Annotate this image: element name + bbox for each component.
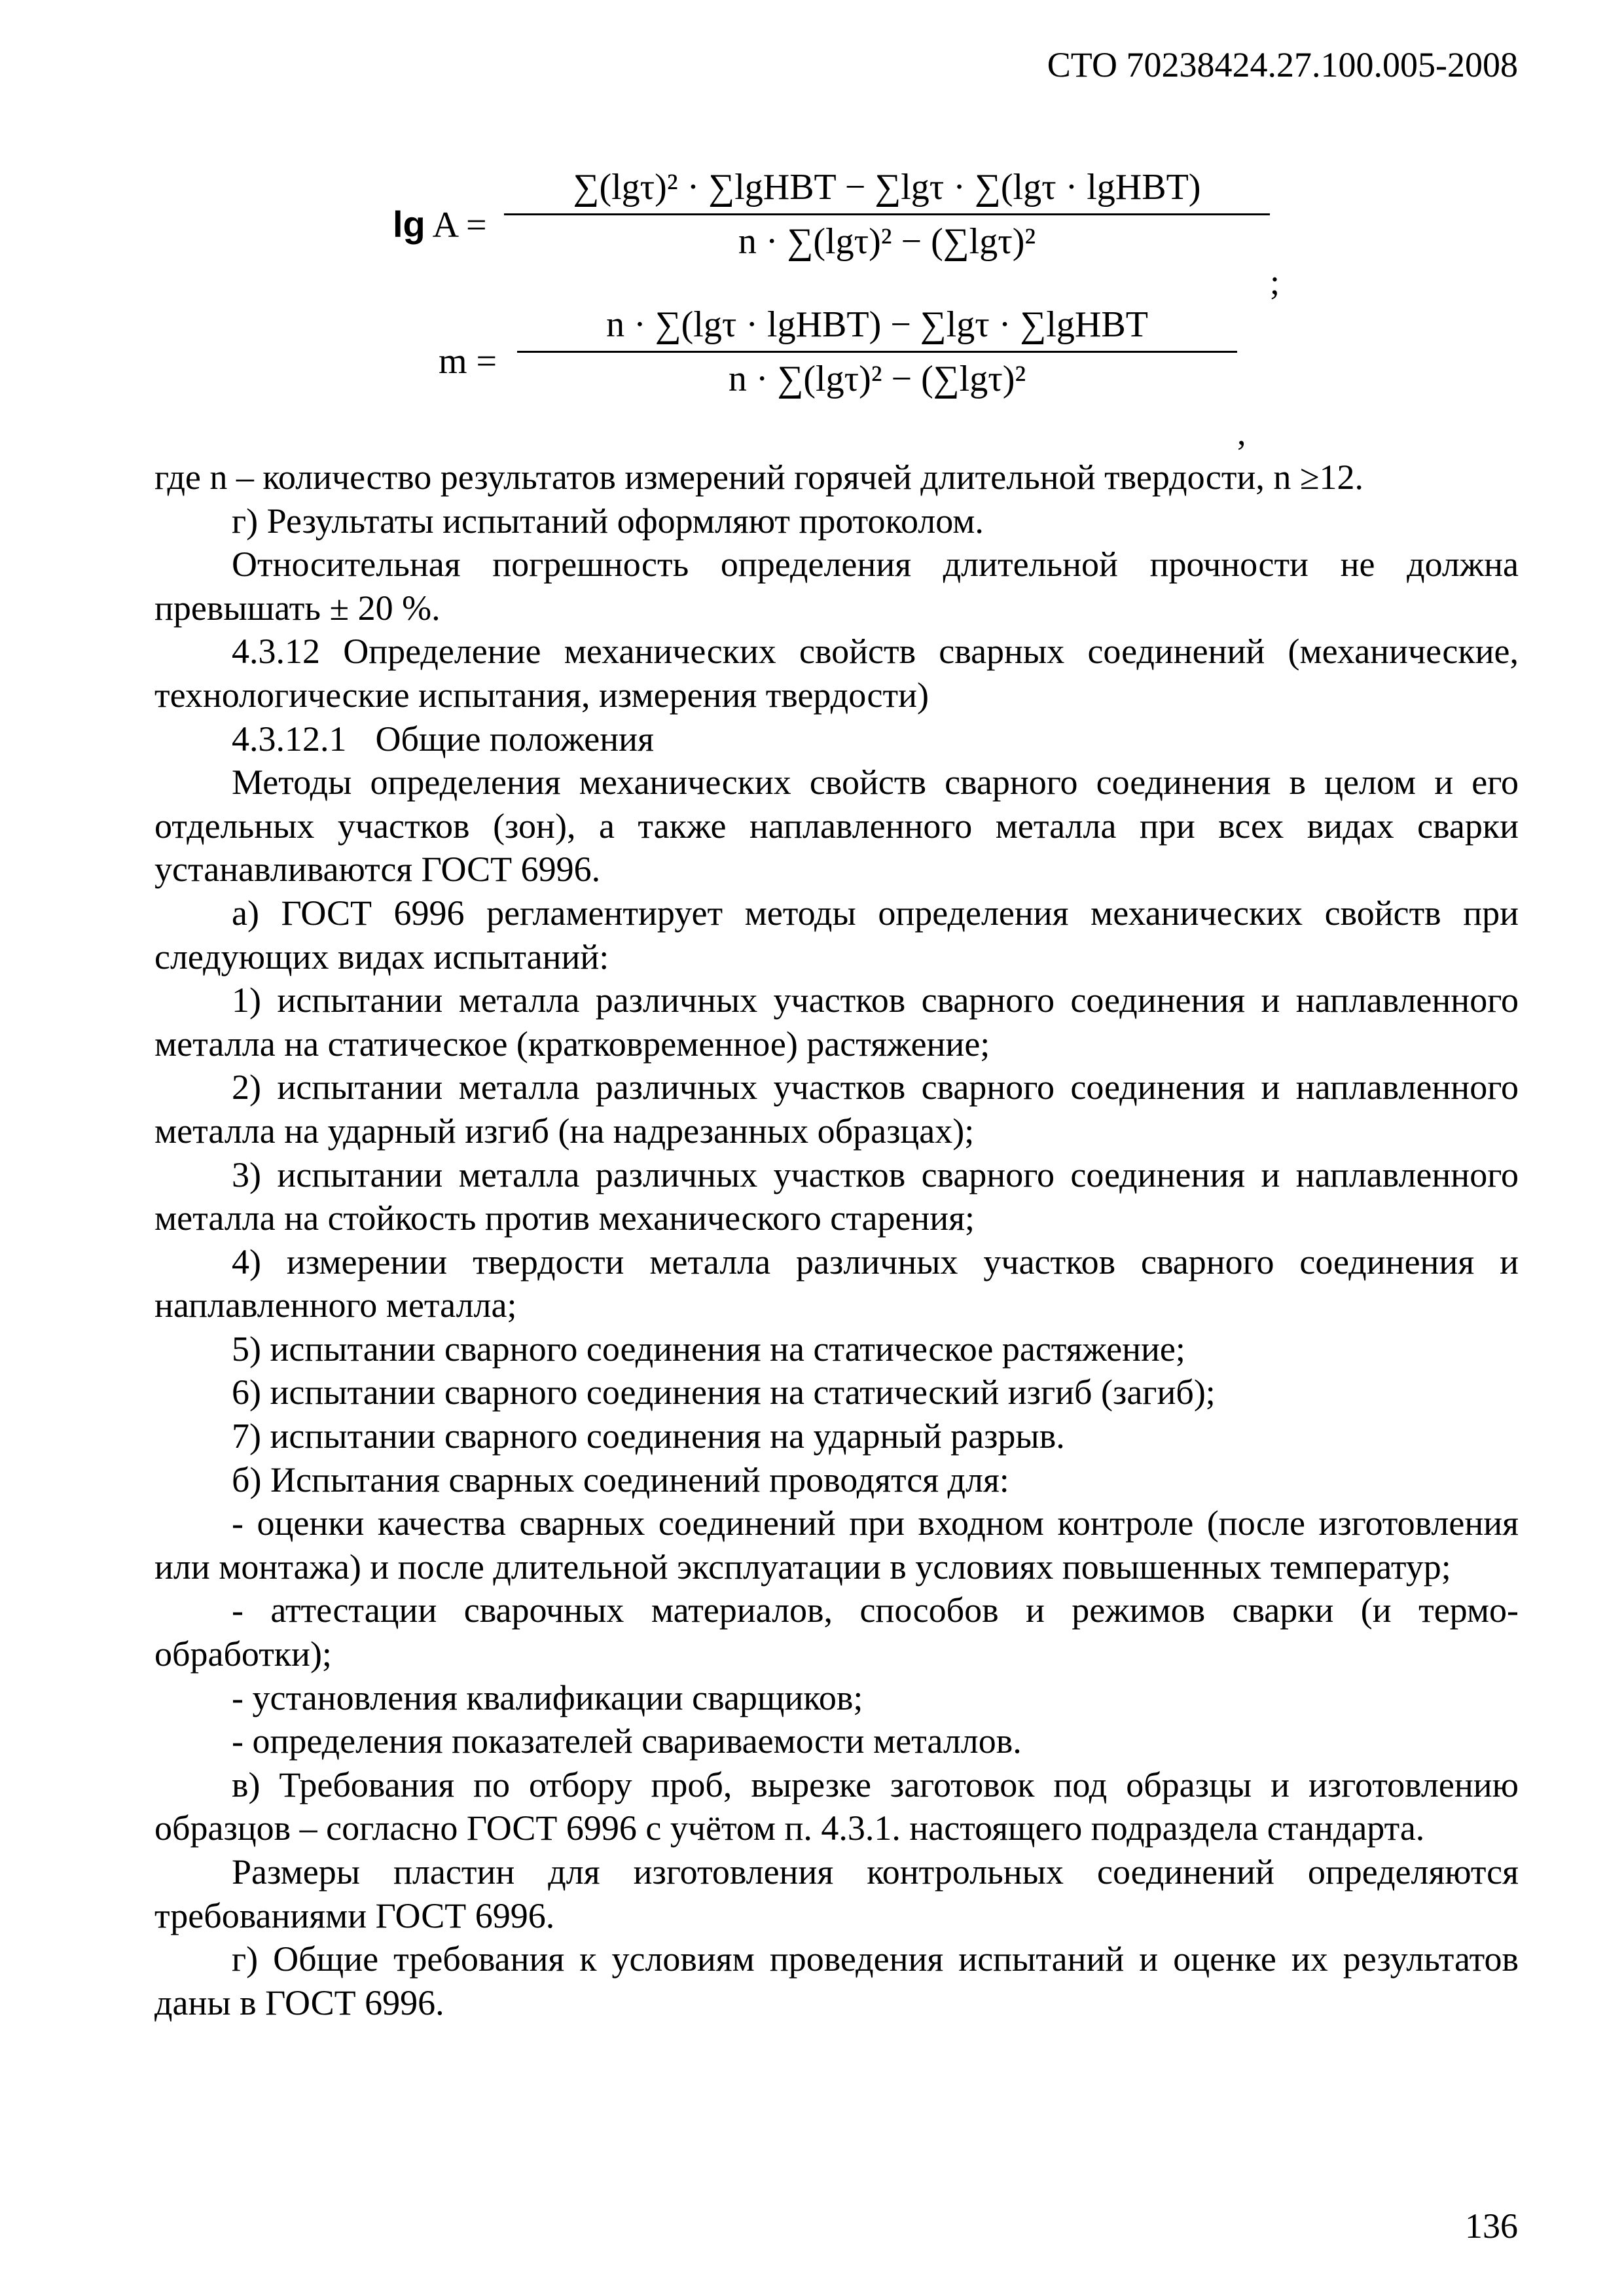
paragraph-g-result: г) Результаты испытаний оформляют протоколом. [232, 501, 984, 541]
section-heading-4-3-12: 4.3.12 Определение механических свойств сварных соединений (механические, технологические испытания, измерения твердости) [154, 632, 1519, 715]
list-item-a4: 4) измерении твердости металла различных участков сварного соединения и наплавленного металла; [154, 1242, 1519, 1325]
list-item-v: в) Требования по отбору проб, вырезке заготовок под образцы и изготовлению образцов – согласно ГОСТ 6996 с учётом п. 4.3.1. настоящего подраздела стандарта. [154, 1765, 1519, 1848]
formula-lg-a-fraction [504, 164, 1270, 265]
formula-lg-a-denominator: n · ∑(lgτ)² − (∑lgτ)² [738, 221, 1036, 262]
list-item-b4: - определения показателей свариваемости металлов. [232, 1721, 1022, 1761]
list-item-a1: 1) испытании металла различных участков сварного соединения и наплавленного металла на статическое (кратковременное) растяжение; [154, 980, 1519, 1064]
paragraph-plates: Размеры пластин для изготовления контрольных соединений определяются требованиями ГОСТ 6996. [154, 1852, 1519, 1935]
formula-lg-a-semicolon: ; [1270, 262, 1280, 302]
fraction-bar [517, 351, 1237, 353]
body-text [154, 456, 1519, 2024]
list-item-b2: - аттестации сварочных материалов, способов и режимов сварки (и термообработки); [154, 1590, 1519, 1674]
paragraph-relative-error: Относительная погрешность определения длительной прочности не должна превышать ± 20 %. [154, 545, 1519, 628]
list-item-b1: - оценки качества сварных соединений при входном контроле (после изготовления или монтажа) и после длительной эксплуатации в условиях повышенных температур; [154, 1503, 1519, 1587]
paragraph-methods: Методы определения механических свойств сварного соединения в целом и его отдельных участков (зон), а также наплавленного металла при всех видах сварки устанавливаются ГОСТ 6996. [154, 762, 1519, 889]
list-item-a6: 6) испытании сварного соединения на статический изгиб (загиб); [232, 1372, 1216, 1412]
list-item-a5: 5) испытании сварного соединения на статическое растяжение; [232, 1329, 1185, 1369]
document-code-header: СТО 70238424.27.100.005-2008 [1047, 45, 1518, 84]
section-heading-4-3-12-1 [154, 717, 1519, 761]
list-item-a2: 2) испытании металла различных участков сварного соединения и наплавленного металла на ударный изгиб (на надрезанных образцах); [154, 1067, 1519, 1151]
formula-m-comma: , [1237, 413, 1246, 452]
formula-m-lhs: m = [439, 341, 497, 382]
list-item-a: а) ГОСТ 6996 регламентирует методы определения механических свойств при следующих видах испытаний: [154, 893, 1519, 977]
section-title: Общие положения [375, 719, 654, 759]
formula-m-denominator: n · ∑(lgτ)² − (∑lgτ)² [728, 359, 1026, 399]
fraction-bar [504, 213, 1270, 215]
formula-lg-a-lhs: lg A = [393, 204, 487, 245]
formula-lg-a-numerator: ∑(lgτ)² · ∑lgHBT − ∑lgτ · ∑(lgτ · lgHBT) [573, 167, 1201, 207]
formula-m-fraction [517, 301, 1237, 403]
list-item-g-general: г) Общие требования к условиям проведения испытаний и оценке их результатов даны в ГОСТ 6996. [154, 1939, 1519, 2022]
list-item-a3: 3) испытании металла различных участков сварного соединения и наплавленного металла на стойкость против механического старения; [154, 1155, 1519, 1238]
list-item-b3: - установления квалификации сварщиков; [232, 1677, 863, 1717]
section-number: 4.3.12.1 [232, 719, 347, 759]
paragraph-where: где n – количество результатов измерений горячей длительной твердости, n ≥12. [154, 457, 1364, 497]
list-item-b: б) Испытания сварных соединений проводятся для: [232, 1460, 1009, 1499]
formula-m-numerator: n · ∑(lgτ · lgHBT) − ∑lgτ · ∑lgHBT [606, 304, 1148, 345]
list-item-a7: 7) испытании сварного соединения на ударный разрыв. [232, 1416, 1065, 1456]
page-number: 136 [1465, 2206, 1518, 2246]
